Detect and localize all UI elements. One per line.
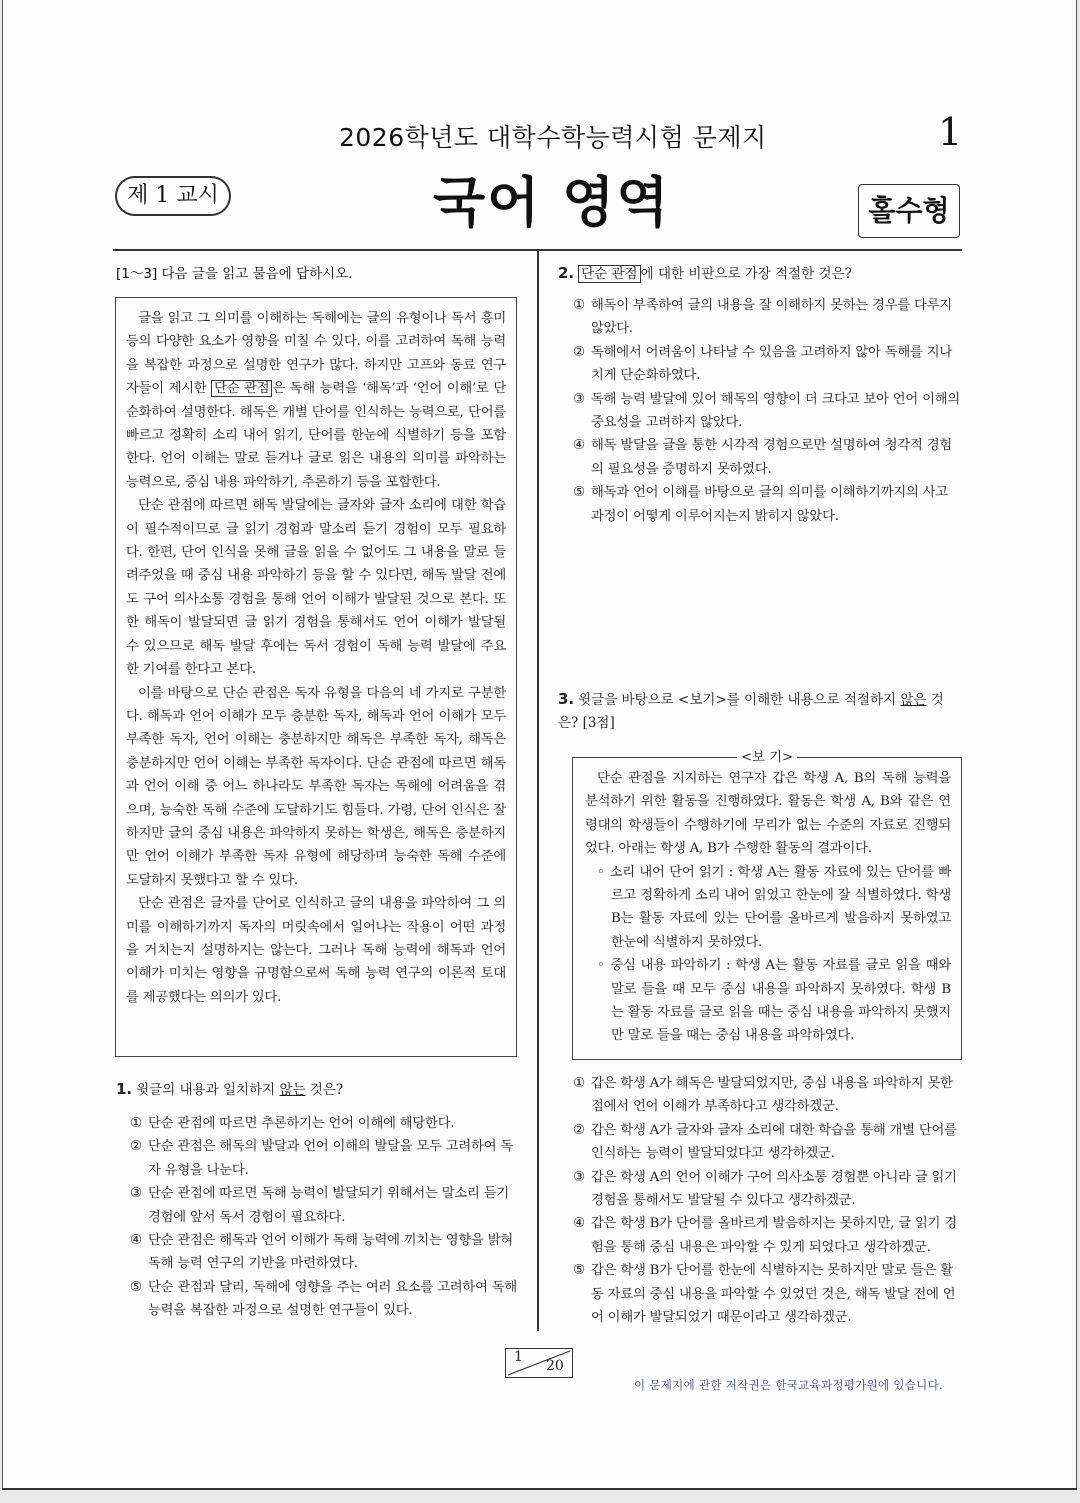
answer-option[interactable]: ② 갑은 학생 A가 글자와 글자 소리에 대한 학습을 통해 개별 단어를 인식하는 능력이 발달되었다고 생각하겠군. [573,1122,957,1162]
question-1-stem: 1. 윗글의 내용과 일치하지 않는 것은? [116,1080,344,1098]
answer-option[interactable]: ③ 갑은 학생 A의 언어 이해가 구어 의사소통 경험뿐 아니라 글 읽기 경험을 통해서도 발달될 수 있다고 생각하겠군. [573,1169,957,1209]
passage-paragraph: 이를 바탕으로 단순 관점은 독자 유형을 다음의 네 가지로 구분한다. 해독과 언어 이해가 모두 충분한 독자, 해독과 언어 이해가 모두 부족한 독자, 언어 이해는 충분하지만 해독은 부족한 독자, 해독은 충분하지만 언어 이해는 부족한 독자이다. 단순 관점에 따르면 해독과 언어 이해 중 어느 하나라도 부족한 독자는 독해에 어려움을 겪으며, 능숙한 독해 수준에 도달하기도 힘들다. 가령, 단어 인식은 잘하지만 글의 중심 내용은 파악하지 못하는 학생은, 해독은 충분하지만 언어 이해가 부족한 독자 유형에 해당하며 능숙한 독해 수준에 도달하지 못했다고 할 수 있다. [126,685,506,888]
exam-title: 2026학년도 대학수학능력시험 문제지 [339,123,767,152]
passage-paragraph: 단순 관점은 글자를 단어로 인식하고 글의 내용을 파악하여 그 의미를 이해하기까지 독자의 머릿속에서 일어나는 작용이 어떤 과정을 거치는지 설명하지는 않는다. 그러나 독해 능력에 해독과 언어 이해가 미치는 영향을 규명함으로써 독해 능력 연구의 이론적 토대를 제공했다는 의의가 있다. [126,896,506,1005]
page-total: 20 [546,1358,564,1374]
bogi-item: ◦ 중심 내용 파악하기 : 학생 A는 활동 자료를 글로 읽을 때와 말로 들을 때 모두 중심 내용을 파악하지 못하였다. 학생 B는 활동 자료를 글로 읽을 때는 중심 내용을 파악하지 못했지만 말로 들을 때는 중심 내용을 파악하였다. [597,958,951,1044]
exam-page [2,0,1077,1490]
answer-option[interactable]: ① 해독이 부족하여 글의 내용을 잘 이해하지 못하는 경우를 다루지 않았다. [573,298,952,337]
bogi-intro: 단순 관점을 지지하는 연구자 갑은 학생 A, B의 독해 능력을 분석하기 위한 활동을 진행하였다. 활동은 학생 A, B와 같은 연령대의 학생들이 수행하기에 무리가 없는 수준의 자료로 진행되었다. 아래는 학생 A, B가 수행한 활동의 결과이다. [585,771,951,857]
answer-option[interactable]: ③ 독해 능력 발달에 있어 해독의 영향이 더 크다고 보아 언어 이해의 중요성을 고려하지 않았다. [573,391,961,431]
reading-passage [115,297,517,1057]
question-3-options [559,1072,964,1329]
answer-option[interactable]: ④ 해독 발달을 글을 통한 시각적 경험으로만 설명하여 청각적 경험의 필요성을 증명하지 못하였다. [573,438,952,477]
page-current: 1 [514,1349,523,1365]
passage-paragraph: 단순 관점에 따르면 해독 발달에는 글자와 글자 소리에 대한 학습이 필수적이므로 글 읽기 경험과 말소리 듣기 경험이 모두 필요하다. 한편, 단어 인식을 못해 글을 읽을 수 없어도 그 내용을 말로 들려주었을 때 중심 내용 파악하기 등을 할 수 있다면, 해독 발달 전에도 구어 의사소통 경험을 통해 언어 이해가 발달된 것으로 본다. 또한 해독이 발달되면 글 읽기 경험을 통해서도 언어 이해가 발달될 수 있으므로 해독 발달 후에는 독서 경험이 독해 능력 발달에 주요한 기여를 한다고 본다. [126,498,506,678]
bogi-title: <보 기> [737,746,797,765]
answer-option[interactable]: ① 갑은 학생 A가 해독은 발달되었지만, 중심 내용을 파악하지 못한 점에서 언어 이해가 부족하다고 생각하겠군. [573,1076,953,1115]
answer-option[interactable]: ④ 갑은 학생 B가 단어를 올바르게 발음하지는 못하지만, 글 읽기 경험을 통해 중심 내용은 파악할 수 있게 되었다고 생각하겠군. [573,1216,957,1255]
answer-option[interactable]: ⑤ 단순 관점과 달리, 독해에 영향을 주는 여러 요소를 고려하여 독해 능력을 복잡한 과정으로 설명한 연구들이 있다. [130,1279,518,1319]
answer-option[interactable]: ③ 단순 관점에 따르면 독해 능력이 발달되기 위해서는 말소리 듣기 경험에 앞서 독서 경험이 필요하다. [130,1186,509,1225]
passage-paragraph: 글을 읽고 그 의미를 이해하는 독해에는 글의 유형이나 독서 흥미 등의 다양한 요소가 영향을 미칠 수 있다. 이를 고려하여 독해 능력을 복잡한 과정으로 설명한 연구가 많다. 하지만 고프와 동료 연구자들이 제시한 단순 관점 은 독해 능력을 ‘해독’과 ‘언어 이해’로 단순화하여 설명한다. 해독은 개별 단어를 인식하는 능력으로, 단어를 빠르고 정확히 소리 내어 읽기, 단어를 한눈에 식별하기 등을 포함한다. 언어 이해는 말로 듣거나 글로 읽은 내용의 의미를 파악하는 능력으로, 중심 내용 파악하기, 추론하기 등을 포함한다. [126,311,506,490]
answer-option[interactable]: ② 독해에서 어려움이 나타날 수 있음을 고려하지 않아 독해를 지나치게 단순화하였다. [573,344,952,384]
boxed-term: 단순 관점 [211,380,272,397]
question-group-instruction: [1～3] 다음 글을 읽고 물음에 답하시오. [116,266,353,282]
question-2-options [559,294,964,528]
question-1-options [116,1112,521,1323]
page-number: 1 [938,110,963,154]
answer-option[interactable]: ② 단순 관점은 해독의 발달과 언어 이해의 발달을 모두 고려하여 독자 유형을 나눈다. [130,1139,514,1178]
exam-type-badge: 홀수형 [858,184,960,238]
answer-option[interactable]: ⑤ 해독과 언어 이해를 바탕으로 글의 의미를 이해하기까지의 사고 과정이 어떻게 이루어지는지 밝히지 않았다. [573,485,948,524]
subject-title: 국어 영역 [433,171,671,234]
bogi-box [572,757,962,1060]
question-3-stem: 3. 윗글을 바탕으로 <보기>를 이해한 내용으로 적절하지 않은 것은? [3점] [558,690,944,731]
answer-option[interactable]: ① 단순 관점에 따르면 추론하기는 언어 이해에 해당한다. [130,1116,455,1131]
answer-option[interactable]: ④ 단순 관점은 해독과 언어 이해가 독해 능력에 끼치는 영향을 밝혀 독해 능력 연구의 기반을 마련하였다. [130,1233,514,1272]
column-divider [537,251,539,1331]
session-badge: 제 1 교시 [115,176,231,216]
boxed-term: 단순 관점 [578,265,640,283]
bogi-item: ◦ 소리 내어 단어 읽기 : 학생 A는 활동 자료에 있는 단어를 빠르고 정확하게 소리 내어 읽었고 한눈에 잘 식별하였다. 학생 B는 활동 자료에 있는 단어를 올바르게 발음하지 못하였고 한눈에 식별하지 못하였다. [597,864,951,950]
copyright-notice: 이 문제지에 관한 저작권은 한국교육과정평가원에 있습니다. [634,1378,943,1392]
question-2-stem: 2. 단순 관점 에 대한 비판으로 가장 적절한 것은? [558,264,852,282]
answer-option[interactable]: ⑤ 갑은 학생 B가 단어를 한눈에 식별하지는 못하지만 말로 들은 활동 자료의 중심 내용을 파악할 수 있었던 것은, 해독 발달 전에 언어 이해가 발달되었기 때문이라고 생각하겠군. [573,1263,956,1326]
